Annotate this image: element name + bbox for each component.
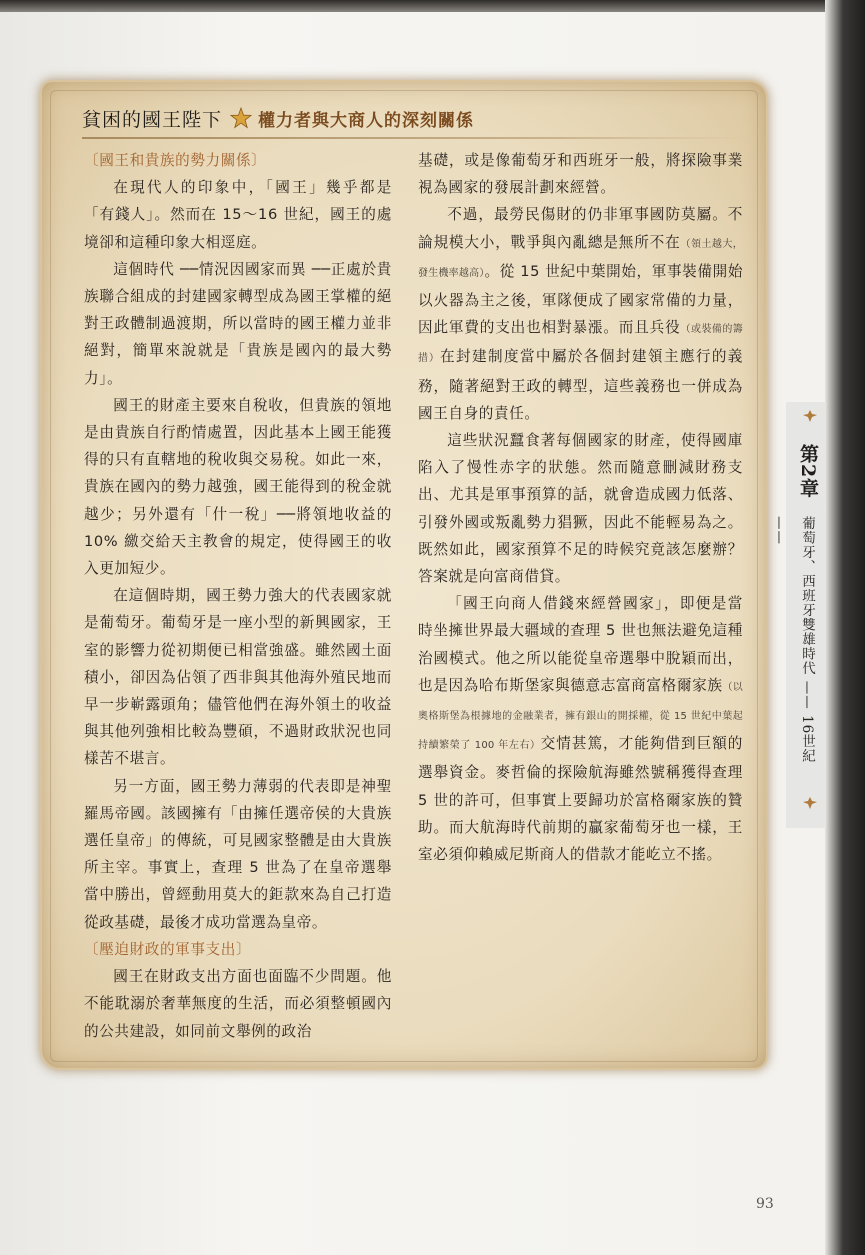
paragraph: 國王在財政支出方面也面臨不少問題。他不能耽溺於奢華無度的生活，而必須整頓國內的公共建設，如同前文舉例的政治: [84, 968, 392, 1040]
paragraph: 基礎，或是像葡萄牙和西班牙一般，將探險事業視為國家的發展計劃來經營。: [418, 152, 743, 197]
paragraph: 在這個時期，國王勢力強大的代表國家就是葡萄牙。葡萄牙是一座小型的新興國家，王室的影響力從初期便已相當強盛。雖然國土面積小，卻因為佔領了西非與其他海外殖民地而早一步嶄露頭角；儘管他們在海外領土的收益與其他列強相比較為豐碩，不過財政狀況也同樣苦不堪言。: [84, 587, 392, 768]
paragraph: [418, 590, 743, 868]
article-subtitle: 權力者與大商人的深刻關係: [258, 110, 475, 131]
paragraph: 這些狀況蠶食著每個國家的財產，使得國庫陷入了慢性赤字的狀態。然而隨意刪減財務支出、尤其是軍事預算的話，就會造成國力低落、引發外國或叛亂勢力猖獗，因此不能輕易為之。既然如此，國家預算不足的時候究竟該怎麼辦？答案就是向富商借貸。: [418, 432, 743, 586]
header-divider: [82, 137, 746, 139]
ornament-icon: [802, 408, 818, 422]
section-heading: 〔國王和貴族的勢力關係〕: [84, 152, 267, 169]
paragraph: [418, 201, 743, 427]
article-title: 貧困的國王陛下: [82, 108, 223, 131]
right-column: [418, 147, 743, 868]
paragraph-text: 「國王向商人借錢來經營國家」，即便是當時坐擁世界最大疆域的查理 5 世也無法避免這種治國模式。他之所以能從皇帝選舉中脫穎而出，也是因為哈布斯堡家與德意志富商富格爾家族: [418, 595, 743, 694]
paragraph-text: 不過，最勞民傷財的仍非軍事國防莫屬。不論規模大小，戰爭與內亂總是無所不在: [418, 206, 743, 251]
chapter-label: 第2章: [797, 444, 819, 499]
paragraph-text: 。從 15 世紀中葉開始，軍事裝備開始以火器為主之後，軍隊便成了國家常備的力量，因此軍費的支出也相對暴漲。而且兵役: [418, 262, 744, 337]
chapter-subtitle: 葡萄牙、西班牙雙雄時代 —— 16世紀 ——: [771, 516, 815, 764]
paragraph: 在現代人的印象中，「國王」幾乎都是「有錢人」。然而在 15～16 世紀，國王的處境卻和這種印象大相逕庭。: [84, 179, 392, 251]
scan-top-edge: [0, 0, 865, 12]
paragraph: 國王的財產主要來自稅收，但貴族的領地是由貴族自行酌情處置，因此基本上國王能獲得的只有直轄地的稅收與交易稅。如此一來，貴族在國內的勢力越強，國王能得到的稅金就越少；另外還有「什一稅」──將領地收益的 10% 繳交給天主教會的規定，使得國王的收入更加短少。: [84, 396, 392, 578]
annotation-note: （領土越大，發生機率越高）: [418, 238, 743, 279]
scan-right-edge: [825, 0, 865, 1255]
paragraph: 另一方面，國王勢力薄弱的代表即是神聖羅馬帝國。該國擁有「由擁任選帝侯的大貴族選任皇帝」的傳統，可見國家整體是由大貴族所主宰。事實上，查理 5 世為了在皇帝選舉當中勝出，曾經動用莫大的鉅款來為自己打造從政基礎，最後才成功當選為皇帝。: [84, 777, 392, 931]
article-header: [82, 100, 752, 136]
paragraph: 這個時代 ──情況因國家而異 ──正處於貴族聯合組成的封建國家轉型成為國王掌權的絕對王政體制過渡期，所以當時的國王權力並非絕對，簡單來說就是「貴族是國內的最大勢力」。: [84, 260, 392, 387]
left-column: [84, 147, 392, 1045]
paragraph-text: 在封建制度當中屬於各個封建領主應行的義務，隨著絕對王政的轉型，這些義務也一併成為國王自身的責任。: [418, 348, 743, 422]
page-number: 93: [756, 1196, 774, 1212]
annotation-note: （或裝備的籌措）: [418, 324, 743, 365]
annotation-note: （以奧格斯堡為根據地的金融業者，擁有銀山的開採權，從 15 世紀中葉起持續繁榮了 100 年左右）: [418, 681, 743, 752]
star-icon: [230, 107, 252, 129]
section-heading: 〔壓迫財政的軍事支出〕: [84, 940, 252, 958]
paragraph-text: 交情甚篤，才能夠借到巨額的選舉資金。麥哲倫的探險航海雖然號稱獲得查理 5 世的許可，但事實上要歸功於富格爾家族的贊助。而大航海時代前期的贏家葡萄牙也一樣，王室必須仰賴威尼斯商人的借款才能屹立不搖。: [418, 735, 743, 864]
ornament-icon: [802, 795, 818, 809]
